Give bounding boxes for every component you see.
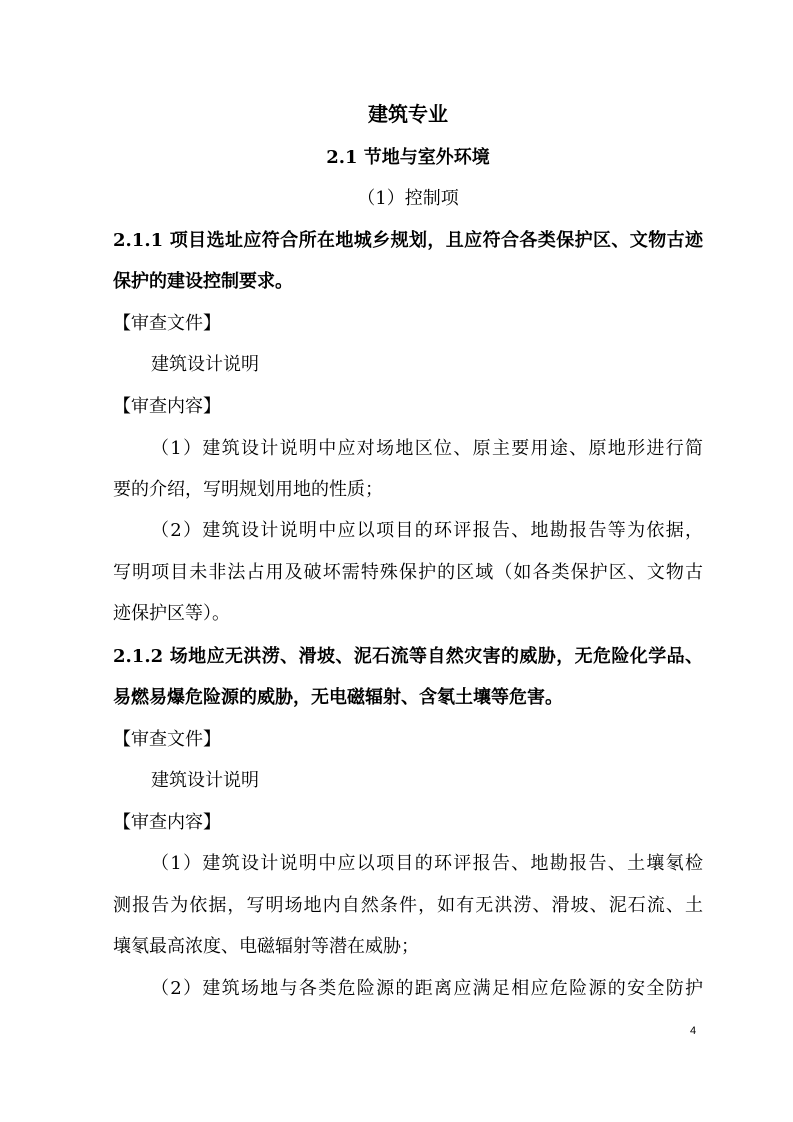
item-211-review-files-value: 建筑设计说明 (151, 354, 259, 375)
item-212-content-2-line-1: （2）建筑场地与各类危险源的距离应满足相应危险源的安全防护 (151, 978, 703, 999)
item-211-review-content-label: 【审查内容】 (113, 396, 221, 417)
item-211-review-files-label: 【审查文件】 (113, 313, 221, 334)
item-212-heading-line-2: 易燃易爆危险源的威胁，无电磁辐射、含氡土壤等危害。 (113, 687, 563, 708)
item-211-content-1-line-2: 要的介绍，写明规划用地的性质； (113, 479, 383, 500)
item-211-content-1-line-1: （1）建筑设计说明中应对场地区位、原主要用途、原地形进行简 (151, 438, 703, 459)
section-heading: 2.1 节地与室外环境 (326, 147, 490, 168)
item-212-content-1-line-3: 壤氡最高浓度、电磁辐射等潜在威胁； (113, 936, 419, 957)
item-212-review-content-label: 【审查内容】 (113, 812, 221, 833)
item-211-heading-line-2: 保护的建设控制要求。 (113, 271, 293, 292)
item-211-heading-line-1: 2.1.1 项目选址应符合所在地城乡规划，且应符合各类保护区、文物古迹 (113, 230, 703, 251)
item-212-content-1-line-2: 测报告为依据，写明场地内自然条件，如有无洪涝、滑坡、泥石流、土 (113, 895, 703, 916)
item-212-content-1-line-1: （1）建筑设计说明中应以项目的环评报告、地勘报告、土壤氡检 (151, 853, 703, 874)
item-212-review-files-label: 【审查文件】 (113, 729, 221, 750)
item-212-review-files-value: 建筑设计说明 (151, 770, 259, 791)
subsection-heading: （1）控制项 (357, 188, 459, 209)
document-title: 建筑专业 (368, 102, 448, 126)
item-212-heading-line-1: 2.1.2 场地应无洪涝、滑坡、泥石流等自然灾害的威胁，无危险化学品、 (113, 646, 703, 667)
item-211-content-2-line-3: 迹保护区等）。 (113, 603, 230, 624)
item-211-content-2-line-2: 写明项目未非法占用及破坏需特殊保护的区域（如各类保护区、文物古 (113, 562, 703, 583)
page-number: 4 (690, 1025, 697, 1037)
item-211-content-2-line-1: （2）建筑设计说明中应以项目的环评报告、地勘报告等为依据， (151, 520, 703, 541)
